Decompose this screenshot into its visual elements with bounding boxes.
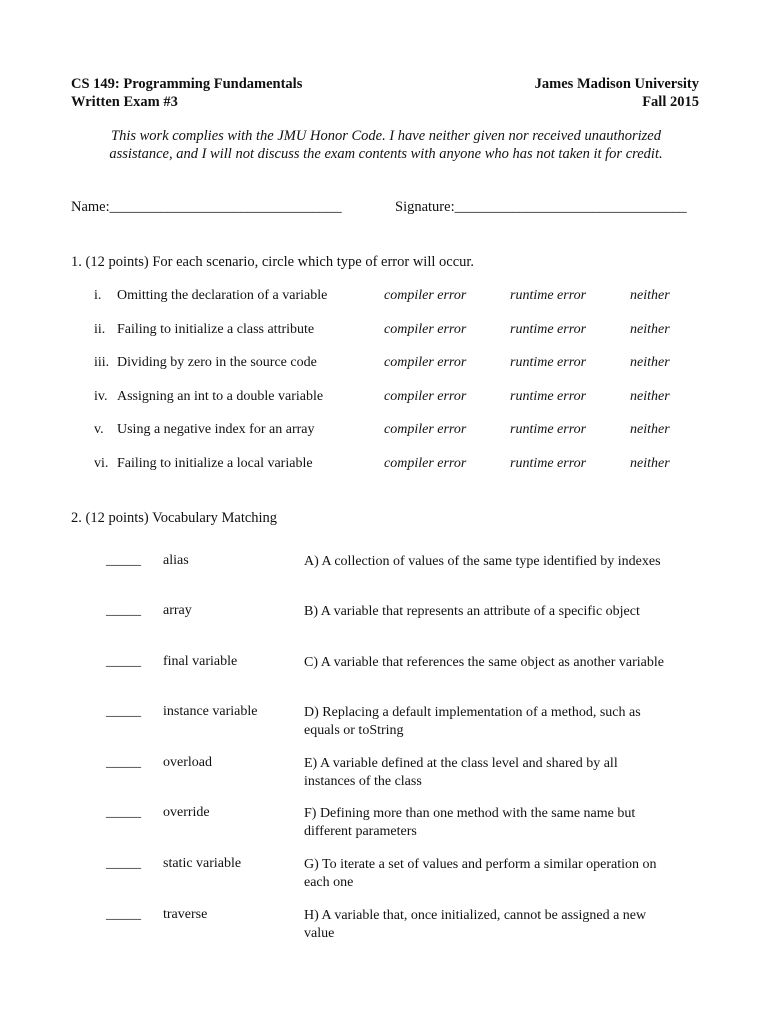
vocab-term: instance variable <box>163 704 258 719</box>
scenario-number: v. <box>94 422 104 437</box>
scenario-text: Failing to initialize a class attribute <box>117 322 315 337</box>
answer-blank[interactable]: _____ <box>106 856 141 871</box>
exam-title: Written Exam #3 <box>71 94 178 110</box>
question-1-heading: 1. (12 points) For each scenario, circle which type of error will occur. <box>71 254 475 270</box>
scenario-number: ii. <box>94 322 106 337</box>
vocab-term: array <box>163 603 192 618</box>
scenario-number: iv. <box>94 389 108 404</box>
answer-blank[interactable]: _____ <box>106 553 141 568</box>
option-runtime-error[interactable]: runtime error <box>510 422 587 437</box>
honor-code-statement: This work complies with the JMU Honor Code. I have neither given nor received unauthorized assistance, and I will not discuss the exam contents with anyone who has not taken it for credit. <box>109 128 663 162</box>
matching-row <box>0 805 770 845</box>
option-neither[interactable]: neither <box>630 456 670 471</box>
signature-field[interactable]: Signature:________________________________ <box>395 199 687 215</box>
option-compiler-error[interactable]: compiler error <box>384 355 467 370</box>
vocab-definition: G) To iterate a set of values and perform a similar operation on each one <box>304 857 657 890</box>
scenario-row <box>0 288 770 308</box>
option-compiler-error[interactable]: compiler error <box>384 422 467 437</box>
vocab-definition: D) Replacing a default implementation of a method, such as equals or toString <box>304 705 641 738</box>
question-2-heading: 2. (12 points) Vocabulary Matching <box>71 510 278 526</box>
vocab-definition: E) A variable defined at the class level and shared by all instances of the class <box>304 756 618 789</box>
vocab-definition: B) A variable that represents an attribute of a specific object <box>304 604 640 619</box>
name-field[interactable]: Name:________________________________ <box>71 199 342 215</box>
option-compiler-error[interactable]: compiler error <box>384 322 467 337</box>
vocab-term: static variable <box>163 856 242 871</box>
option-compiler-error[interactable]: compiler error <box>384 456 467 471</box>
option-compiler-error[interactable]: compiler error <box>384 389 467 404</box>
scenario-row <box>0 422 770 442</box>
scenario-number: vi. <box>94 456 109 471</box>
answer-blank[interactable]: _____ <box>106 704 141 719</box>
scenario-text: Failing to initialize a local variable <box>117 456 313 471</box>
matching-row <box>0 907 770 947</box>
scenario-row <box>0 456 770 476</box>
option-runtime-error[interactable]: runtime error <box>510 456 587 471</box>
scenario-text: Dividing by zero in the source code <box>117 355 317 370</box>
matching-row <box>0 654 770 694</box>
scenario-row <box>0 322 770 342</box>
option-neither[interactable]: neither <box>630 422 670 437</box>
option-neither[interactable]: neither <box>630 355 670 370</box>
answer-blank[interactable]: _____ <box>106 907 141 922</box>
university-name: James Madison University <box>534 76 699 92</box>
scenario-row <box>0 389 770 409</box>
matching-row <box>0 704 770 744</box>
vocab-term: overload <box>163 755 212 770</box>
scenario-number: iii. <box>94 355 110 370</box>
matching-row <box>0 603 770 643</box>
option-neither[interactable]: neither <box>630 288 670 303</box>
option-neither[interactable]: neither <box>630 389 670 404</box>
vocab-definition: A) A collection of values of the same type identified by indexes <box>304 554 661 569</box>
vocab-term: final variable <box>163 654 238 669</box>
exam-term: Fall 2015 <box>642 94 699 110</box>
vocab-definition: F) Defining more than one method with the same name but different parameters <box>304 806 636 839</box>
course-header <box>71 75 302 111</box>
vocab-definition: C) A variable that references the same object as another variable <box>304 655 664 670</box>
matching-row <box>0 856 770 896</box>
vocab-definition: H) A variable that, once initialized, cannot be assigned a new value <box>304 908 647 941</box>
answer-blank[interactable]: _____ <box>106 805 141 820</box>
option-compiler-error[interactable]: compiler error <box>384 288 467 303</box>
university-header <box>535 75 699 111</box>
option-runtime-error[interactable]: runtime error <box>510 322 587 337</box>
matching-row <box>0 553 770 593</box>
scenario-text: Using a negative index for an array <box>117 422 315 437</box>
vocab-term: override <box>163 805 210 820</box>
scenario-text: Omitting the declaration of a variable <box>117 288 328 303</box>
scenario-text: Assigning an int to a double variable <box>117 389 324 404</box>
option-runtime-error[interactable]: runtime error <box>510 288 587 303</box>
scenario-number: i. <box>94 288 102 303</box>
matching-row <box>0 755 770 795</box>
answer-blank[interactable]: _____ <box>106 603 141 618</box>
vocab-term: traverse <box>163 907 208 922</box>
answer-blank[interactable]: _____ <box>106 755 141 770</box>
vocab-term: alias <box>163 553 189 568</box>
course-title: CS 149: Programming Fundamentals <box>71 76 303 92</box>
option-runtime-error[interactable]: runtime error <box>510 355 587 370</box>
scenario-row <box>0 355 770 375</box>
option-runtime-error[interactable]: runtime error <box>510 389 587 404</box>
answer-blank[interactable]: _____ <box>106 654 141 669</box>
option-neither[interactable]: neither <box>630 322 670 337</box>
